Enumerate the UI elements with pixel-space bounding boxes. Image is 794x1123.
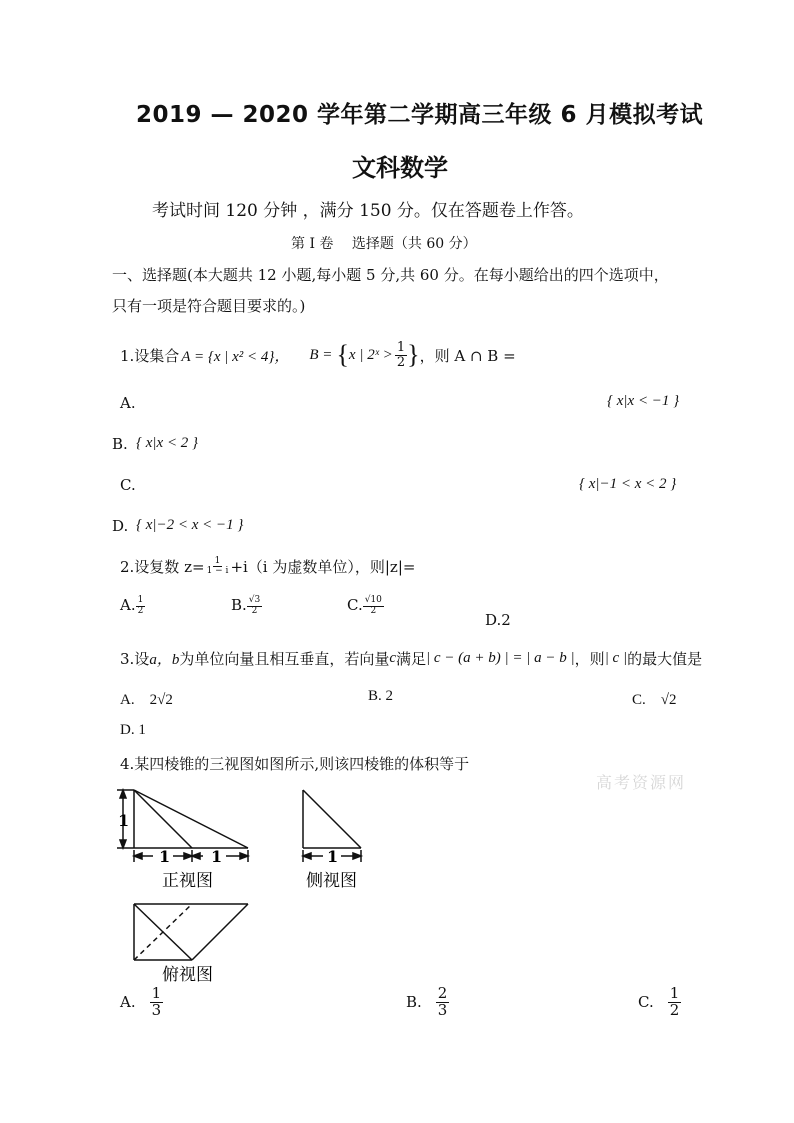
q4-option-c-fraction [668, 986, 682, 1019]
q4-option-a-fraction [150, 986, 164, 1019]
q1-set-b-inner: x | 2ˣ > [348, 346, 393, 363]
q4-option-a-den: 3 [151, 1000, 162, 1019]
three-view-figure [108, 784, 388, 994]
q2-option-d: D.2 [485, 611, 511, 629]
q3-option-d: D. 1 [120, 722, 146, 738]
side-view-label: 侧视图 [306, 871, 357, 891]
q2-option-b-label: B. [231, 596, 247, 614]
question-4-stem: 4.某四棱锥的三视图如图所示,则该四棱锥的体积等于 [120, 755, 470, 773]
q2-option-c [347, 596, 384, 616]
question-1-stem [120, 340, 516, 370]
q1-brace-open: { [336, 340, 349, 369]
q4-option-a-num: 1 [151, 984, 162, 1002]
q2-option-a-label: A. [120, 596, 136, 614]
question-2-stem [120, 556, 415, 577]
q4-option-c-den: 2 [669, 1000, 680, 1019]
q2-suffix: +i（i 为虚数单位），则|z|= [230, 558, 416, 576]
exam-title: 2019 — 2020 学年第二学期高三年级 6 月模拟考试 [136, 102, 704, 128]
q1-option-b-label: B. [112, 435, 128, 453]
q3-abs-c: | c | [604, 650, 628, 666]
q3-c: c [389, 650, 397, 666]
q2-frac-den: 1 − i [206, 566, 229, 576]
watermark: 高考资源网 [596, 773, 687, 792]
instruction-line-2: 只有一项是符合题目要求的。) [112, 297, 306, 315]
q3-condition: | c − (a + b) | = | a − b | [426, 650, 575, 666]
q3-option-c: C. √2 [632, 692, 677, 708]
q3-vars: a，b [149, 652, 180, 668]
q4-option-b [406, 986, 449, 1019]
instruction-line-1: 一、选择题(本大题共 12 小题,每小题 5 分,共 60 分。在每小题给出的四个选项中， [112, 266, 669, 284]
q1-brace-close: } [407, 340, 420, 369]
q1-half-num: 1 [396, 339, 406, 355]
q1-option-b-value: { x|x < 2 } [136, 435, 199, 451]
q1-half-fraction [395, 341, 407, 369]
q3-end: 的最大值是 [627, 650, 703, 668]
front-width-label-1: 1 [159, 847, 171, 866]
q1-option-c-value: { x|−1 < x < 2 } [579, 476, 677, 492]
q1-option-a-label: A. [120, 394, 136, 412]
side-width-label: 1 [327, 847, 339, 866]
question-3-stem [120, 648, 702, 669]
exam-info: 考试时间 120 分钟 ，满分 150 分。仅在答题卷上作答。 [152, 201, 584, 221]
q4-option-b-label: B. [406, 993, 422, 1012]
q4-option-c-label: C. [638, 993, 654, 1012]
q4-option-b-num: 2 [437, 984, 448, 1002]
q2-option-a-num: 1 [137, 595, 144, 606]
front-width-dimension [134, 850, 248, 862]
q1-option-d-value: { x|−2 < x < −1 } [136, 517, 244, 533]
q3-option-b: B. 2 [368, 688, 394, 704]
q2-prefix: 2.设复数 z= [120, 558, 205, 576]
q2-fraction [205, 557, 231, 577]
q2-option-a-den: 2 [137, 605, 144, 616]
q3-mid2: 满足 [396, 650, 427, 668]
top-view-drawing [134, 904, 248, 960]
q3-mid: 为单位向量且相互垂直，若向量 [179, 650, 390, 668]
q2-option-a-fraction [136, 596, 146, 616]
q4-option-b-fraction [436, 986, 450, 1019]
q4-option-b-den: 3 [437, 1000, 448, 1019]
top-view-label: 俯视图 [162, 965, 213, 985]
q1-set-b-prefix: B = [309, 346, 333, 363]
q2-option-b-num: √3 [248, 595, 261, 606]
q2-frac-num: 1 [214, 555, 221, 566]
q2-option-a [120, 596, 145, 616]
front-height-label: 1 [118, 811, 130, 830]
front-view-drawing [134, 790, 248, 848]
q2-option-c-label: C. [347, 596, 363, 614]
front-width-label-2: 1 [211, 847, 223, 866]
q2-option-b-fraction [247, 596, 262, 616]
q2-option-c-den: 2 [370, 605, 377, 616]
q4-option-a-label: A. [120, 993, 136, 1012]
q3-option-a: A. 2√2 [120, 692, 173, 708]
q2-option-b-den: 2 [251, 605, 258, 616]
q3-suffix: ，则 [574, 650, 605, 668]
q1-set-a: A = {x | x² < 4}， [181, 348, 290, 365]
q4-option-a [120, 986, 163, 1019]
section-title: 第 I 卷 选择题（共 60 分） [291, 236, 477, 252]
q1-option-d-label: D. [112, 517, 129, 535]
q1-suffix: ，则 A ∩ B = [419, 346, 516, 365]
q4-option-c-num: 1 [669, 984, 680, 1002]
q2-option-c-fraction [363, 596, 384, 616]
q1-option-c-label: C. [120, 476, 136, 494]
q1-half-den: 2 [396, 354, 406, 370]
q2-option-c-num: √10 [364, 595, 382, 606]
q4-option-c [638, 986, 681, 1019]
subject-title: 文科数学 [352, 154, 448, 182]
q3-prefix: 3.设 [120, 650, 150, 668]
q1-option-a-value: { x|x < −1 } [607, 393, 680, 409]
front-view-label: 正视图 [162, 871, 213, 891]
q1-prefix: 1.设集合 [120, 346, 180, 365]
q2-option-b [231, 596, 262, 616]
